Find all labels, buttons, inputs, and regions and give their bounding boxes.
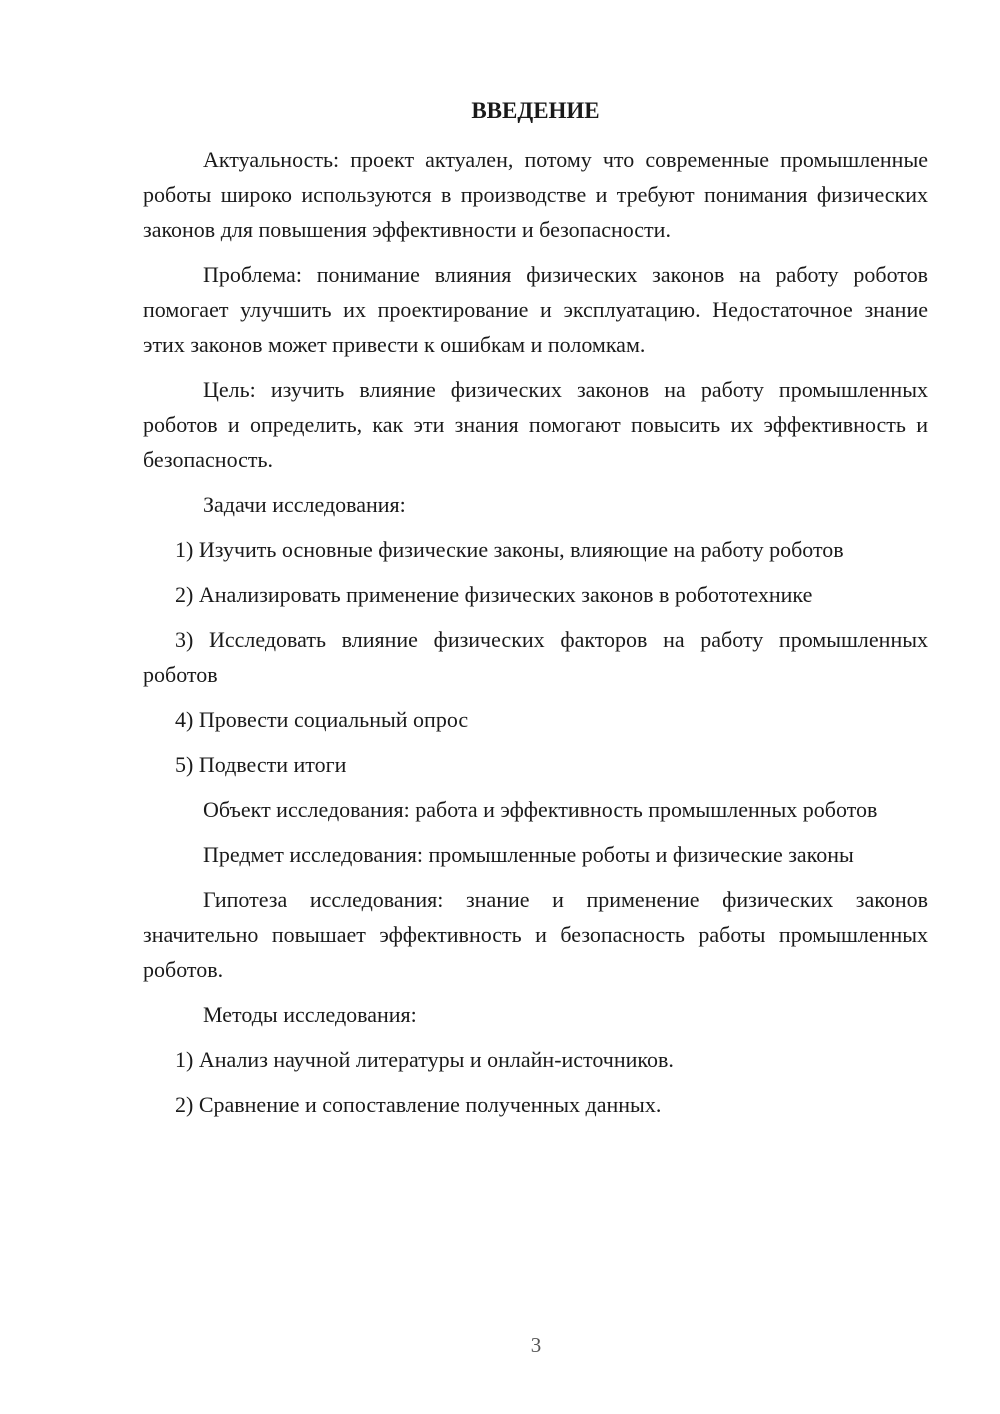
list-item-task-4: 4) Провести социальный опрос xyxy=(175,707,469,732)
list-item-method-2: 2) Сравнение и сопоставление полученных данных. xyxy=(175,1092,662,1117)
page-title: ВВЕДЕНИЕ xyxy=(471,98,600,123)
paragraph-tasks-heading: Задачи исследования: xyxy=(203,492,406,517)
document-body xyxy=(143,142,928,1132)
list-item-method-1: 1) Анализ научной литературы и онлайн-источников. xyxy=(175,1047,674,1072)
list-item-task-5: 5) Подвести итоги xyxy=(175,752,347,777)
paragraph-problem: Проблема: понимание влияния физических законов на работу роботов помогает улучшить их проектирование и эксплуатацию. Недостаточное знание этих законов может привести к ошибкам и поломкам. xyxy=(143,262,928,357)
paragraph-object: Объект исследования: работа и эффективность промышленных роботов xyxy=(203,797,878,822)
paragraph-methods-heading: Методы исследования: xyxy=(203,1002,417,1027)
page-number: 3 xyxy=(530,1333,542,1357)
list-item-task-1: 1) Изучить основные физические законы, влияющие на работу роботов xyxy=(175,537,844,562)
paragraph-relevance: Актуальность: проект актуален, потому что современные промышленные роботы широко используются в производстве и требуют понимания физических законов для повышения эффективности и безопасности. xyxy=(143,147,928,242)
list-item-task-3: 3) Исследовать влияние физических факторов на работу промышленных роботов xyxy=(143,627,928,687)
paragraph-goal: Цель: изучить влияние физических законов на работу промышленных роботов и определить, как эти знания помогают повысить их эффективность и безопасность. xyxy=(143,377,928,472)
paragraph-subject: Предмет исследования: промышленные роботы и физические законы xyxy=(203,842,854,867)
paragraph-hypothesis: Гипотеза исследования: знание и применение физических законов значительно повышает эффективность и безопасность работы промышленных роботов. xyxy=(143,887,928,982)
list-item-task-2: 2) Анализировать применение физических законов в робототехнике xyxy=(175,582,813,607)
